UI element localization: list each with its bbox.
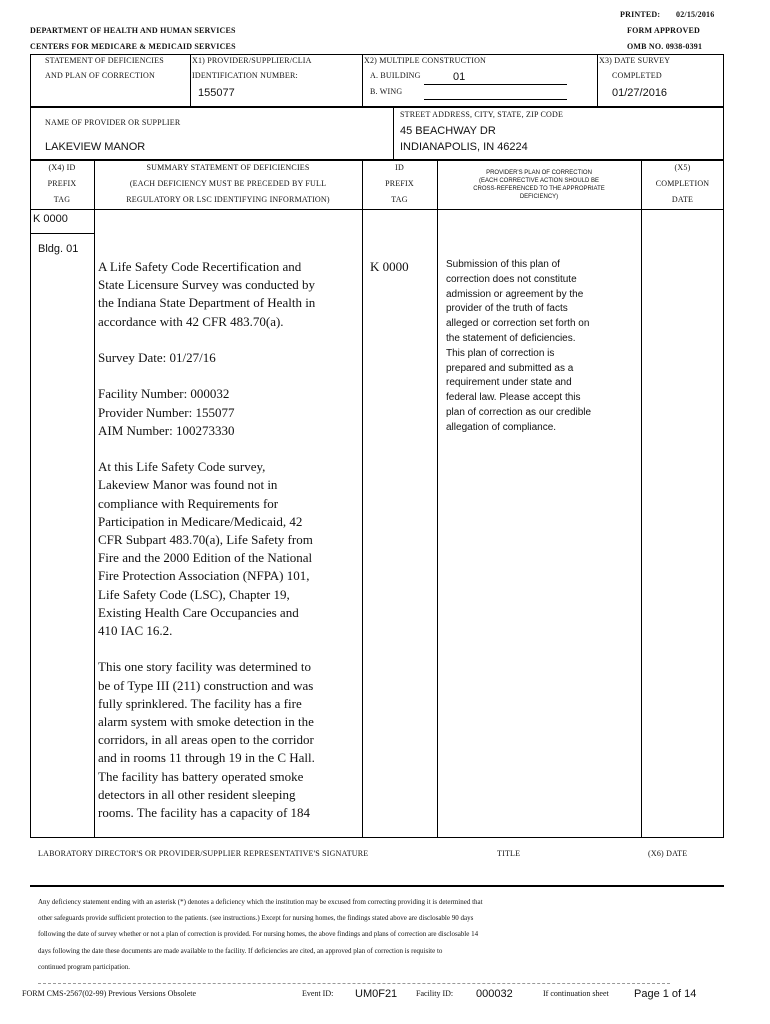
statement-label-2: AND PLAN OF CORRECTION: [45, 71, 155, 80]
poc-line: the statement of deficiencies.: [446, 332, 576, 344]
provider-id-label-1: X1) PROVIDER/SUPPLIER/CLIA: [192, 56, 312, 65]
plan-of-correction: [446, 258, 591, 436]
summary-line: rooms. The facility has a capacity of 184: [98, 805, 311, 821]
provider-id-label-2: IDENTIFICATION NUMBER:: [192, 71, 298, 80]
survey-date-value: 01/27/2016: [612, 87, 668, 99]
summary-line: accordance with 42 CFR 483.70(a).: [98, 313, 284, 329]
id-header-1: ID: [395, 163, 404, 172]
date-survey-label: X3) DATE SURVEY: [599, 56, 671, 65]
summary-line: and in rooms 11 through 19 in the C Hall.: [98, 750, 315, 766]
printed-date: 02/15/2016: [676, 10, 715, 19]
x5-header-1: (X5): [674, 163, 691, 172]
disclaimer-line: other safeguards provide sufficient protection to the patients. (see instructions.) Except for nursing homes, the findings stated above are disclosable 90 days: [38, 914, 474, 923]
disclaimer: [38, 894, 483, 975]
disclaimer-line: days following the date these documents are made available to the facility. If deficiencies are cited, an approved plan of correction is requisite to: [38, 946, 443, 955]
summary-line: A Life Safety Code Recertification and: [98, 259, 302, 274]
address-label: STREET ADDRESS, CITY, STATE, ZIP CODE: [400, 110, 564, 119]
building-label: A. BUILDING: [370, 71, 421, 80]
poc-line: admission or agreement by the: [446, 288, 584, 300]
summary-line: At this Life Safety Code survey,: [98, 459, 266, 475]
event-id-label: Event ID:: [302, 989, 334, 998]
provider-name-label: NAME OF PROVIDER OR SUPPLIER: [45, 118, 181, 127]
summary-line: Fire and the 2000 Edition of the National: [98, 550, 313, 566]
summary-line: The facility has battery operated smoke: [98, 768, 304, 784]
summary-line: Life Safety Code (LSC), Chapter 19,: [98, 586, 290, 602]
omb-number: OMB NO. 0938-0391: [627, 42, 703, 51]
completed-label: COMPLETED: [612, 71, 662, 80]
continuation-label: If continuation sheet: [543, 989, 609, 998]
poc-line: provider of the truth of facts: [446, 303, 568, 315]
poc-line: allegation of compliance.: [446, 421, 557, 433]
title-label: TITLE: [497, 849, 521, 858]
summary-line: fully sprinklered. The facility has a fire: [98, 695, 302, 711]
wing-label: B. WING: [370, 87, 403, 96]
disclaimer-line: Any deficiency statement ending with an asterisk (*) denotes a deficiency which the institution may be excused from correcting providing it is determined that: [38, 898, 483, 906]
event-id-value: UM0F21: [355, 988, 398, 1000]
poc-line: prepared and submitted as a: [446, 362, 574, 374]
summary-line: detectors in all other resident sleeping: [98, 786, 296, 802]
x5-header-3: DATE: [671, 195, 694, 204]
summary-line: corridors, in all areas open to the corridor: [98, 732, 314, 748]
poc-line: alleged or correction set forth on: [446, 318, 590, 330]
x5-header-2: COMPLETION: [655, 179, 710, 188]
disclaimer-line: following the date of survey whether or not a plan of correction is provided. For nursing homes, the above findings and plans of correction are disclosable 14: [38, 930, 479, 939]
summary-line: AIM Number: 100273330: [98, 422, 235, 438]
form-number: FORM CMS-2567(02-99) Previous Versions Obsolete: [22, 989, 197, 998]
summary-line: [98, 440, 315, 458]
x4-header-3: TAG: [53, 195, 71, 204]
poc-line: plan of correction as our credible: [446, 406, 592, 418]
summary-line: 410 IAC 16.2.: [98, 623, 173, 639]
building-number: Bldg. 01: [38, 243, 79, 255]
summary-line: CFR Subpart 483.70(a), Life Safety from: [98, 532, 313, 547]
summary-line: This one story facility was determined to: [98, 659, 312, 675]
facility-id-label: Facility ID:: [416, 989, 454, 998]
date-label: (X6) DATE: [648, 849, 688, 858]
summary-line: compliance with Requirements for: [98, 495, 279, 511]
department-name: DEPARTMENT OF HEALTH AND HUMAN SERVICES: [30, 26, 236, 35]
poc-header-2: (EACH CORRECTIVE ACTION SHOULD BE: [478, 178, 600, 184]
poc-line: requirement under state and: [446, 377, 572, 389]
building-value: 01: [453, 71, 466, 83]
summary-line: Existing Health Care Occupancies and: [98, 604, 299, 620]
summary-line: State Licensure Survey was conducted by: [98, 277, 315, 293]
poc-header-4: DEFICIENCY): [519, 194, 559, 200]
poc-line: federal law. Please accept this: [446, 392, 581, 404]
summary-line: the Indiana State Department of Health in: [98, 295, 316, 311]
statement-label-1: STATEMENT OF DEFICIENCIES: [45, 56, 164, 65]
poc-header-1: PROVIDER'S PLAN OF CORRECTION: [486, 170, 592, 176]
id-header-2: PREFIX: [385, 179, 414, 188]
address-line-1: 45 BEACHWAY DR: [400, 125, 496, 137]
provider-id-value: 155077: [198, 87, 235, 99]
summary-line: Provider Number: 155077: [98, 404, 235, 420]
page-number: Page 1 of 14: [634, 988, 697, 1000]
summary-statement: [98, 258, 315, 822]
summary-line: alarm system with smoke detection in the: [98, 714, 314, 730]
id-header-3: TAG: [391, 195, 408, 204]
multiple-construction-label: X2) MULTIPLE CONSTRUCTION: [364, 56, 487, 65]
summary-line: Facility Number: 000032: [98, 386, 230, 402]
poc-line: correction does not constitute: [446, 273, 577, 285]
summary-header-2: (EACH DEFICIENCY MUST BE PRECEDED BY FULL: [129, 179, 327, 188]
signature-label: LABORATORY DIRECTOR'S OR PROVIDER/SUPPLIER REPRESENTATIVE'S SIGNATURE: [38, 849, 369, 858]
address-line-2: INDIANAPOLIS, IN 46224: [400, 141, 528, 153]
summary-line: Survey Date: 01/27/16: [98, 350, 216, 365]
summary-line: be of Type III (211) construction and was: [98, 677, 314, 693]
provider-name-value: LAKEVIEW MANOR: [45, 141, 146, 153]
x4-header-1: (X4) ID: [48, 163, 76, 172]
summary-line: Lakeview Manor was found not in: [98, 477, 278, 493]
form-approved: FORM APPROVED: [627, 26, 701, 35]
poc-header-3: CROSS-REFERENCED TO THE APPROPRIATE: [473, 186, 605, 192]
summary-line: Fire Protection Association (NFPA) 101,: [98, 568, 310, 584]
x4-header-2: PREFIX: [47, 179, 77, 188]
facility-id-value: 000032: [476, 988, 513, 1000]
summary-header-1: SUMMARY STATEMENT OF DEFICIENCIES: [146, 163, 310, 172]
poc-line: Submission of this plan of: [446, 259, 560, 270]
summary-line: [98, 331, 315, 349]
centers-name: CENTERS FOR MEDICARE & MEDICAID SERVICES: [30, 42, 236, 51]
summary-header-3: REGULATORY OR LSC IDENTIFYING INFORMATION): [126, 195, 330, 204]
poc-line: This plan of correction is: [446, 347, 555, 359]
summary-line: Participation in Medicare/Medicaid, 42: [98, 513, 303, 529]
tag-right: K 0000: [370, 259, 409, 274]
tag-left: K 0000: [33, 213, 68, 225]
summary-line: [98, 367, 315, 385]
disclaimer-line: continued program participation.: [38, 962, 130, 971]
printed-label: PRINTED:: [620, 10, 661, 19]
summary-line: [98, 640, 315, 658]
